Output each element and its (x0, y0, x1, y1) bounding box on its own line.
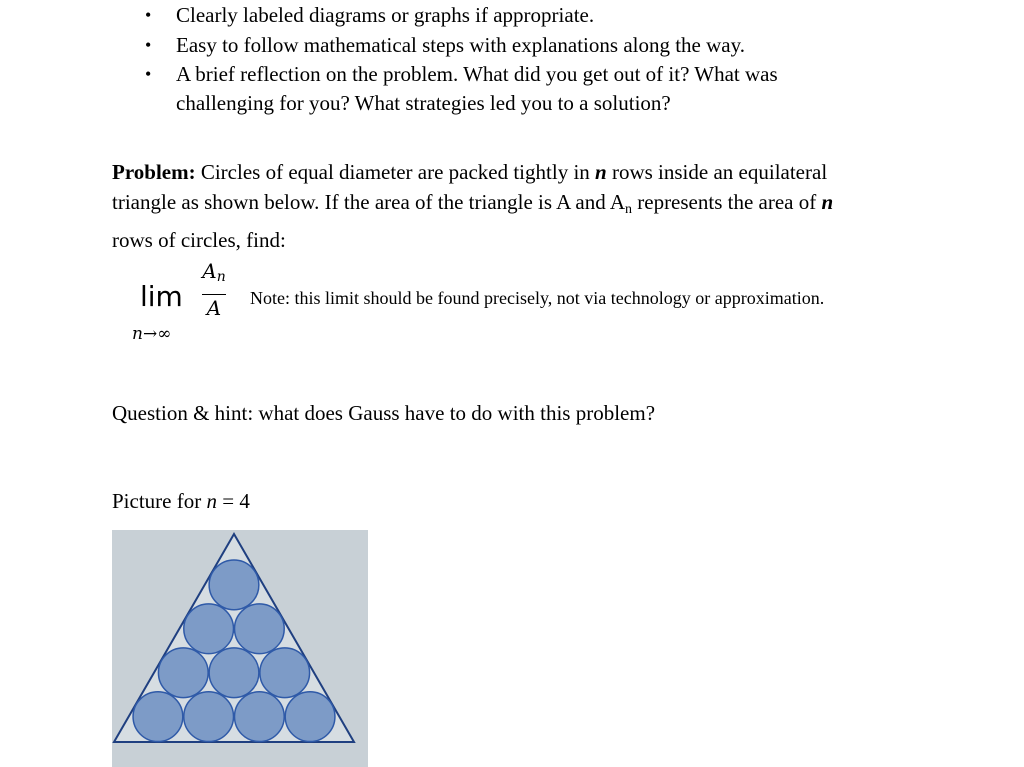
list-item (145, 1, 595, 30)
list-item-text: Easy to follow mathematical steps with explanations along the way. (176, 33, 745, 57)
bullet-icon: • (145, 64, 152, 84)
list-item-text-continued: challenging for you? What strategies led you to a solution? (176, 91, 671, 115)
caption-text: Picture for (112, 489, 207, 513)
caption-text: = 4 (216, 489, 250, 513)
picture-caption (112, 486, 250, 516)
fraction-bar (202, 294, 226, 295)
variable-n: n (206, 489, 217, 513)
limit-fraction (196, 258, 232, 319)
fraction-numerator (196, 258, 232, 290)
triangle-circles-photo (112, 530, 368, 767)
question-hint: Question & hint: what does Gauss have to do with this problem? (112, 401, 656, 425)
list-item-text: Clearly labeled diagrams or graphs if appropriate. (176, 3, 595, 27)
packed-circle (285, 692, 335, 742)
fraction-denominator: A (206, 296, 222, 320)
variable-n: n (595, 160, 607, 184)
bullet-icon: • (145, 35, 152, 55)
bullet-icon: • (145, 5, 152, 25)
packed-circle (235, 604, 285, 654)
packed-circle (209, 648, 259, 698)
packed-circle (235, 692, 285, 742)
problem-text: Circles of equal diameter are packed tightly in (195, 160, 596, 184)
packed-circle (184, 692, 234, 742)
problem-text: represents the area of (632, 190, 822, 214)
circle-packing-diagram (112, 530, 368, 767)
note-text: Note: this limit should be found precisely, not via technology or approximation. (250, 288, 825, 308)
list-item (145, 60, 778, 118)
list-item-text: A brief reflection on the problem. What did you get out of it? What was (176, 62, 778, 86)
packed-circle (209, 560, 259, 610)
packed-circle (158, 648, 208, 698)
numerator-symbol: A (202, 259, 217, 283)
list-item (145, 31, 745, 60)
problem-label: Problem: (112, 160, 196, 184)
packed-circle (184, 604, 234, 654)
subscript-n: n (625, 202, 632, 217)
packed-circle (133, 692, 183, 742)
lim-operator: lim (140, 280, 183, 313)
limit-expression (132, 258, 252, 348)
variable-n: n (821, 190, 834, 214)
numerator-subscript: n (216, 269, 226, 285)
problem-statement (112, 157, 872, 255)
packed-circle (260, 648, 310, 698)
problem-text: rows of circles, find: (112, 228, 286, 252)
problem-text: rows inside an equilateral triangle as shown below. If the area of the triangle is A and A (112, 160, 828, 214)
lim-subscript: n→∞ (132, 324, 172, 344)
